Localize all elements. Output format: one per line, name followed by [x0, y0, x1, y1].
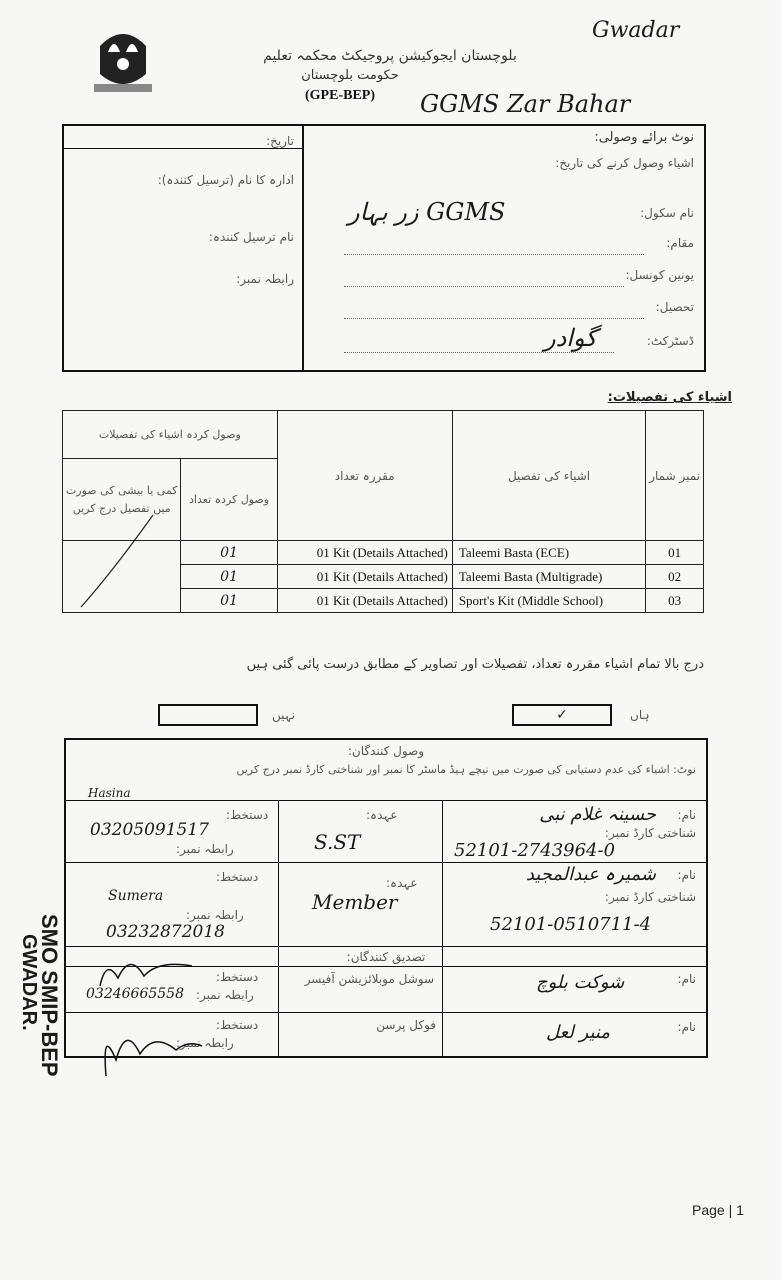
receipt-date-label: اشیاء وصول کرنے کی تاریخ:	[555, 156, 694, 170]
detail-header: اشیاء کی تفصیل	[452, 411, 645, 541]
rule-3	[66, 946, 706, 947]
member2-cnic: 52101-0510711-4	[490, 914, 652, 935]
col-rule-2	[442, 800, 443, 1056]
header-urdu-line2: حکومت بلوچستان	[301, 68, 399, 83]
member1-signature: Hasina	[88, 786, 131, 800]
district-line	[344, 352, 614, 353]
page-number: Page | 1	[692, 1202, 744, 1218]
verifier1-name: شوکت بلوچ	[536, 972, 625, 993]
sno-cell: 02	[646, 565, 704, 589]
receivers-title: وصول کنندگان:	[347, 744, 425, 758]
header-urdu-line1: بلوچستان ایجوکیشن پروجیکٹ محکمہ تعلیم	[263, 48, 517, 64]
balochistan-logo	[92, 22, 154, 96]
stamp-line2: GWADAR.	[18, 934, 40, 1031]
member2-cnic-label: شناختی کارڈ نمبر:	[604, 890, 696, 904]
verifier2-name: منیر لعل	[546, 1022, 610, 1043]
receipt-box-divider	[302, 126, 304, 370]
school-value: GGMS زر بہار	[348, 198, 506, 226]
member1-sign-label: دستخط:	[226, 808, 269, 822]
member1-role-label: عہدہ:	[366, 808, 398, 822]
member2-contact-label: رابطہ نمبر:	[186, 908, 244, 922]
verifier2-sign-label: دستخط:	[216, 1018, 259, 1032]
receipt-box-left-top-rule	[64, 148, 304, 149]
confirmation-statement: درج بالا تمام اشیاء مقررہ تعداد، تفصیلات اور تصاویر کے مطابق درست پائی گئی ہیں	[246, 657, 704, 672]
yes-checkbox[interactable]: ✓	[512, 704, 612, 726]
fixed-qty-cell: 01 Kit (Details Attached)	[277, 565, 452, 589]
no-checkbox[interactable]	[158, 704, 258, 726]
member1-cnic-label: شناختی کارڈ نمبر:	[604, 826, 696, 840]
verifier1-contact: 03246665558	[86, 986, 184, 1002]
shortage-cell	[63, 541, 181, 613]
receivers-note: نوٹ: اشیاء کی عدم دستیابی کی صورت میں نیچے ہیڈ ماسٹر کا نمبر اور شناختی کارڈ نمبر درج کریں	[236, 763, 696, 776]
place-label: مقام:	[666, 236, 694, 250]
stamp-line1: SMO SMIP-BEP	[37, 914, 62, 1077]
verifier2-signature	[96, 1020, 206, 1080]
detail-cell: Taleemi Basta (Multigrade)	[452, 565, 645, 589]
detail-cell: Sport's Kit (Middle School)	[452, 589, 645, 613]
member1-role: S.ST	[314, 830, 361, 854]
verifiers-title: تصدیق کنندگان:	[346, 950, 426, 964]
fixed-qty-header: مقررہ تعداد	[277, 411, 452, 541]
member2-sign-label: دستخط:	[216, 870, 259, 884]
rule-5	[66, 1012, 706, 1013]
place-line	[344, 254, 644, 255]
date-label: تاریخ:	[266, 134, 294, 148]
table-row	[63, 541, 704, 565]
verifier1-signature	[96, 956, 196, 992]
rule-2	[66, 862, 706, 863]
school-name-handwritten: GGMS Zar Bahar	[420, 90, 631, 118]
verifier1-role: سوشل موبلائزیشن آفیسر	[304, 972, 434, 986]
no-label: نہیں	[272, 708, 296, 722]
col-rule-1	[278, 800, 279, 1056]
received-qty-cell: 01	[181, 589, 277, 613]
contact-label: رابطہ نمبر:	[236, 272, 294, 286]
detail-cell: Taleemi Basta (ECE)	[452, 541, 645, 565]
member1-cnic: 52101-2743964-0	[454, 840, 616, 861]
district-label: ڈسٹرکٹ:	[646, 334, 694, 348]
received-group-header: وصول کردہ اشیاء کی تفصیلات	[63, 411, 278, 459]
items-title: اشیاء کی تفصیلات:	[607, 390, 732, 405]
sno-cell: 03	[646, 589, 704, 613]
received-qty-header: وصول کردہ تعداد	[181, 459, 277, 541]
verifier2-name-label: نام:	[677, 1020, 696, 1034]
school-label: نام سکول:	[640, 206, 694, 220]
verifier1-name-label: نام:	[677, 972, 696, 986]
member2-name: شمیرہ عبدالمجید	[525, 864, 656, 885]
sno-cell: 01	[646, 541, 704, 565]
fixed-qty-cell: 01 Kit (Details Attached)	[277, 541, 452, 565]
received-qty-cell: 01	[181, 541, 277, 565]
receipt-box	[62, 124, 706, 372]
program-code: (GPE-BEP)	[305, 88, 375, 103]
verifier1-sign-label: دستخط:	[216, 970, 259, 984]
received-qty-cell: 01	[181, 565, 277, 589]
district-value: گوادر	[544, 324, 597, 352]
org-label: ادارہ کا نام (ترسیل کنندہ):	[157, 173, 294, 187]
signatures-box	[64, 738, 708, 1058]
uc-line	[344, 286, 624, 287]
member2-name-label: نام:	[677, 868, 696, 882]
uc-label: یونین کونسل:	[625, 268, 694, 282]
sender-label: نام ترسیل کنندہ:	[208, 230, 294, 244]
table-header-row-1	[63, 411, 704, 459]
member2-contact: 03232872018	[106, 922, 225, 942]
member1-name-label: نام:	[677, 808, 696, 822]
rule-1	[66, 800, 706, 801]
member2-role: Member	[312, 890, 398, 914]
member1-contact: 03205091517	[90, 820, 209, 840]
verifier2-contact-label: رابطہ نمبر:	[176, 1036, 234, 1050]
fixed-qty-cell: 01 Kit (Details Attached)	[277, 589, 452, 613]
verifier2-role: فوکل پرسن	[376, 1018, 436, 1032]
corner-note: Gwadar	[592, 18, 680, 43]
member1-name: حسینہ غلام نبی	[539, 804, 656, 825]
tehsil-label: تحصیل:	[655, 300, 694, 314]
sno-header: نمبر شمار	[646, 411, 704, 541]
member2-signature: Sumera	[108, 888, 164, 904]
shortage-strike	[73, 511, 163, 611]
member2-role-label: عہدہ:	[386, 876, 418, 890]
member1-contact-label: رابطہ نمبر:	[176, 842, 234, 856]
receipt-title: نوٹ برائے وصولی:	[594, 130, 694, 145]
items-table	[62, 410, 704, 613]
yes-label: ہاں	[630, 708, 650, 722]
shortage-header: کمی یا بیشی کی صورت میں تفصیل درج کریں	[63, 459, 181, 541]
tehsil-line	[344, 318, 644, 319]
verifier1-contact-label: رابطہ نمبر:	[196, 988, 254, 1002]
